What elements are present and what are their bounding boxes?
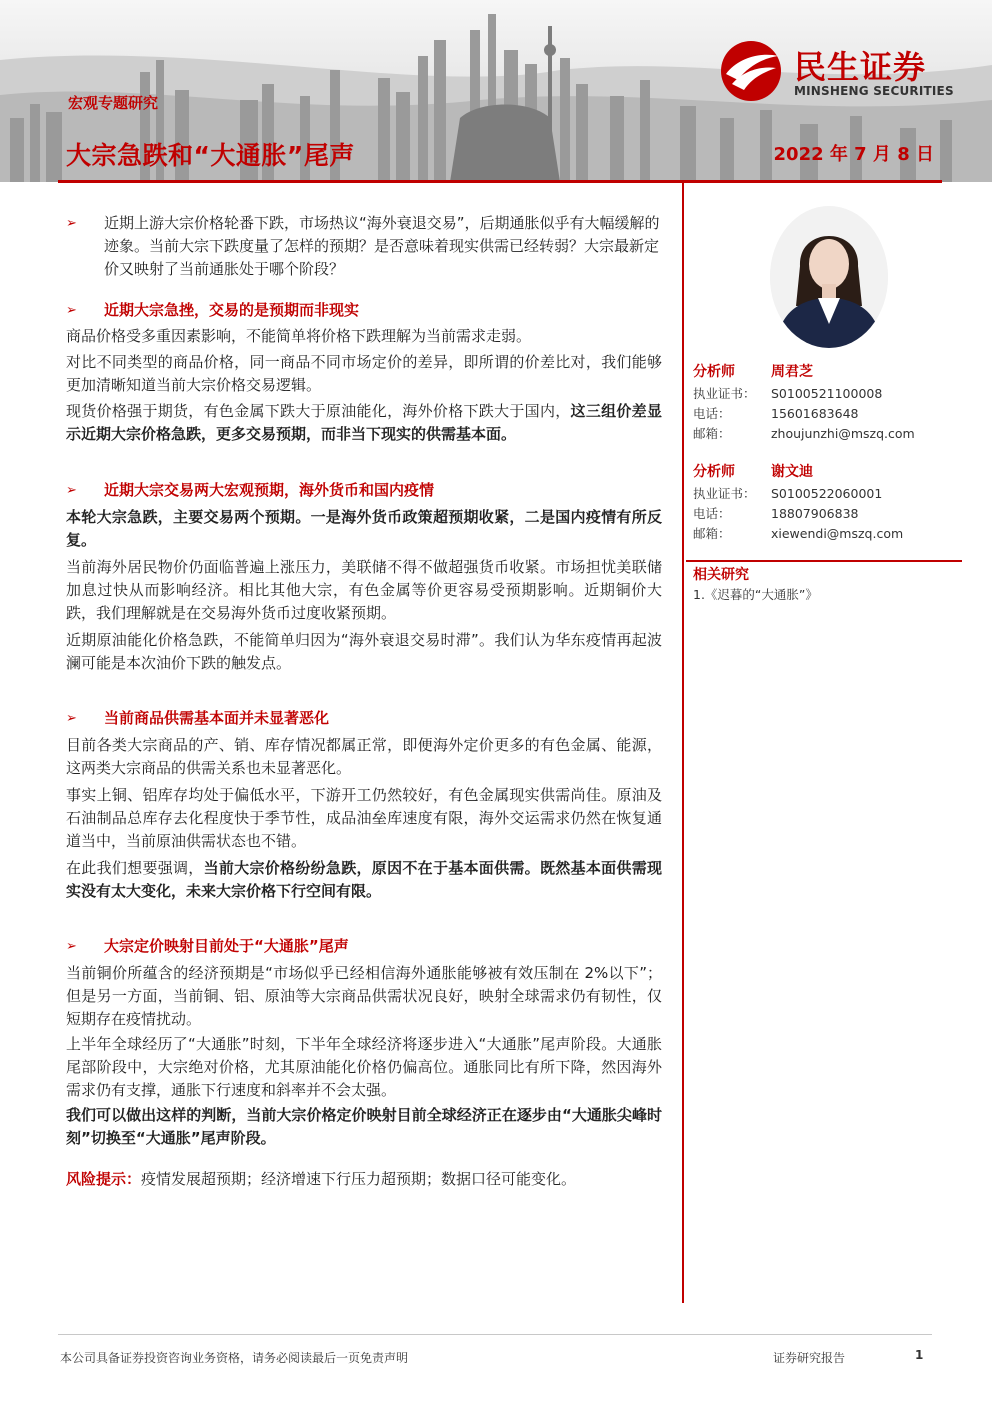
footer-disclaimer: 本公司具备证券投资咨询业务资格，请务必阅读最后一页免责声明 [60,1351,409,1365]
header-divider [58,180,942,183]
report-series: 宏观专题研究 [68,94,159,112]
paragraph: 当前铜价所蕴含的经济预期是“市场似乎已经相信海外通胀能够被有效压制在 2%以下”；但是另一方面，当前铜、铝、原油等大宗商品供需状况良好，映射全球需求仍有韧性，仅短期存在疫情扰动。 [66,964,662,1028]
related-research-title: 相关研究 [693,567,749,583]
section-heading-text: 大宗定价映射目前处于“大通胀”尾声 [104,937,349,955]
analyst-header [693,360,955,384]
paragraph: 上半年全球经历了“大通胀”时刻，下半年全球经济将逐步进入“大通胀”尾声阶段。大通胀尾部阶段中，大宗绝对价格，尤其原油能化价格仍偏高位。通胀同比有所下降，然因海外需求仍有支撑，通胀下行速度和斜率并不会太强。 [66,1035,662,1099]
analyst-card-1 [693,360,955,444]
phone-number: 18807906838 [771,506,859,521]
cert-label: 执业证书： [693,486,756,501]
risk-text: 疫情发展超预期；经济增速下行压力超预期；数据口径可能变化。 [141,1170,577,1188]
paragraph: 商品价格受多重因素影响，不能简单将价格下跌理解为当前需求走弱。 [66,327,532,345]
footer-doc-type: 证券研究报告 [773,1351,846,1365]
paragraph: 近期原油能化价格急跌，不能简单归因为“海外衰退交易时滞”。我们认为华东疫情再起波澜可能是本次油价下跌的触发点。 [66,631,662,672]
logo-chinese-name: 民生证券 [794,48,927,86]
report-title: 大宗急跌和“大通胀”尾声 [66,141,355,170]
risk-label: 风险提示： [66,1170,142,1188]
phone-label: 电话： [693,406,731,421]
paragraph: 事实上铜、铝库存均处于偏低水平，下游开工仍然较好，有色金属现实供需尚佳。原油及石油制品总库存去化程度快于季节性，成品油垒库速度有限，海外交运需求仍然在恢复通道当中，当前原油供需状态也不错。 [66,786,662,850]
report-date: 2022 年 7 月 8 日 [773,144,934,165]
arrow-bullet-icon: ➢ [66,483,77,498]
analyst-photo [770,206,888,348]
intro-text: 近期上游大宗价格轮番下跌，市场热议“海外衰退交易”，后期通胀似乎有大幅缓解的迹象。当前大宗下跌度量了怎样的预期？是否意味着现实供需已经转弱？大宗最新定价又映射了当前通胀处于哪个阶段？ [104,214,660,278]
footer-divider [58,1334,932,1335]
arrow-bullet-icon: ➢ [66,303,77,318]
analyst-role: 分析师 [693,464,735,480]
section-heading [66,479,662,502]
analyst-phone-row [693,404,955,424]
email-label: 邮箱： [693,526,731,541]
logo-english-name: MINSHENG SECURITIES [794,84,954,98]
company-logo [718,40,968,102]
analyst-portrait-icon [770,206,888,348]
section-heading [66,299,662,322]
paragraph: 目前各类大宗商品的产、销、库存情况都属正常，即便海外定价更多的有色金属、能源，这两类大宗商品的供需关系也未显著恶化。 [66,736,662,777]
analyst-email-row [693,524,955,544]
paragraph [66,400,662,446]
paragraph-emphasis: 这三组价差显示近期大宗价格急跌，更多交易预期，而非当下现实的供需基本面。 [66,402,662,443]
paragraph-emphasis: 我们可以做出这样的判断，当前大宗价格定价映射目前全球经济正在逐步由“大通胀尖峰时刻”切换至“大通胀”尾声阶段。 [66,1106,662,1147]
section-heading [66,935,662,958]
summary-column [66,212,662,1191]
cert-label: 执业证书： [693,386,756,401]
page-number: 1 [915,1348,924,1362]
analyst-cert-row [693,384,955,404]
summary-intro [66,212,662,281]
paragraph-text: 在此我们想要强调， [66,859,204,877]
paragraph-emphasis: 本轮大宗急跌，主要交易两个预期。一是海外货币政策超预期收紧，二是国内疫情有所反复。 [66,508,662,549]
section-heading-text: 当前商品供需基本面并未显著恶化 [104,709,330,727]
column-divider [682,183,684,1303]
sidebar-divider [686,560,962,562]
email-label: 邮箱： [693,426,731,441]
email-address[interactable]: zhoujunzhi@mszq.com [771,426,915,441]
analyst-name: 周君芝 [771,364,813,380]
arrow-bullet-icon: ➢ [66,216,77,231]
analyst-header [693,460,955,484]
analyst-email-row [693,424,955,444]
arrow-bullet-icon: ➢ [66,711,77,726]
arrow-bullet-icon: ➢ [66,939,77,954]
paragraph [66,857,662,903]
company-logo-icon [718,40,784,102]
cert-number: S0100521100008 [771,386,883,401]
analyst-phone-row [693,504,955,524]
analyst-name: 谢文迪 [771,464,813,480]
email-address[interactable]: xiewendi@mszq.com [771,526,904,541]
section-heading-text: 近期大宗交易两大宏观预期，海外货币和国内疫情 [104,481,435,499]
analyst-card-2 [693,460,955,544]
report-header [0,0,992,182]
section-heading-text: 近期大宗急挫，交易的是预期而非现实 [104,301,360,319]
paragraph: 当前海外居民物价仍面临普遍上涨压力，美联储不得不做超强货币收紧。市场担忧美联储加息过快从而影响经济。相比其他大宗，有色金属等价更容易受预期影响。近期铜价大跌，我们理解就是在交易海外货币过度收紧预期。 [66,558,662,622]
cert-number: S0100522060001 [771,486,883,501]
paragraph: 对比不同类型的商品价格，同一商品不同市场定价的差异，即所谓的价差比对，我们能够更加清晰知道当前大宗价格交易逻辑。 [66,353,662,394]
analyst-cert-row [693,484,955,504]
phone-number: 15601683648 [771,406,859,421]
risk-warning [66,1168,662,1191]
section-heading [66,707,662,730]
analyst-role: 分析师 [693,364,735,380]
paragraph-emphasis: 当前大宗价格纷纷急跌，原因不在于基本面供需。既然基本面供需现实没有太大变化，未来大宗价格下行空间有限。 [66,859,662,900]
phone-label: 电话： [693,506,731,521]
related-research-item[interactable]: 1.《迟暮的“大通胀”》 [693,587,818,602]
paragraph-text: 现货价格强于期货，有色金属下跌大于原油能化，海外价格下跌大于国内， [66,402,571,420]
